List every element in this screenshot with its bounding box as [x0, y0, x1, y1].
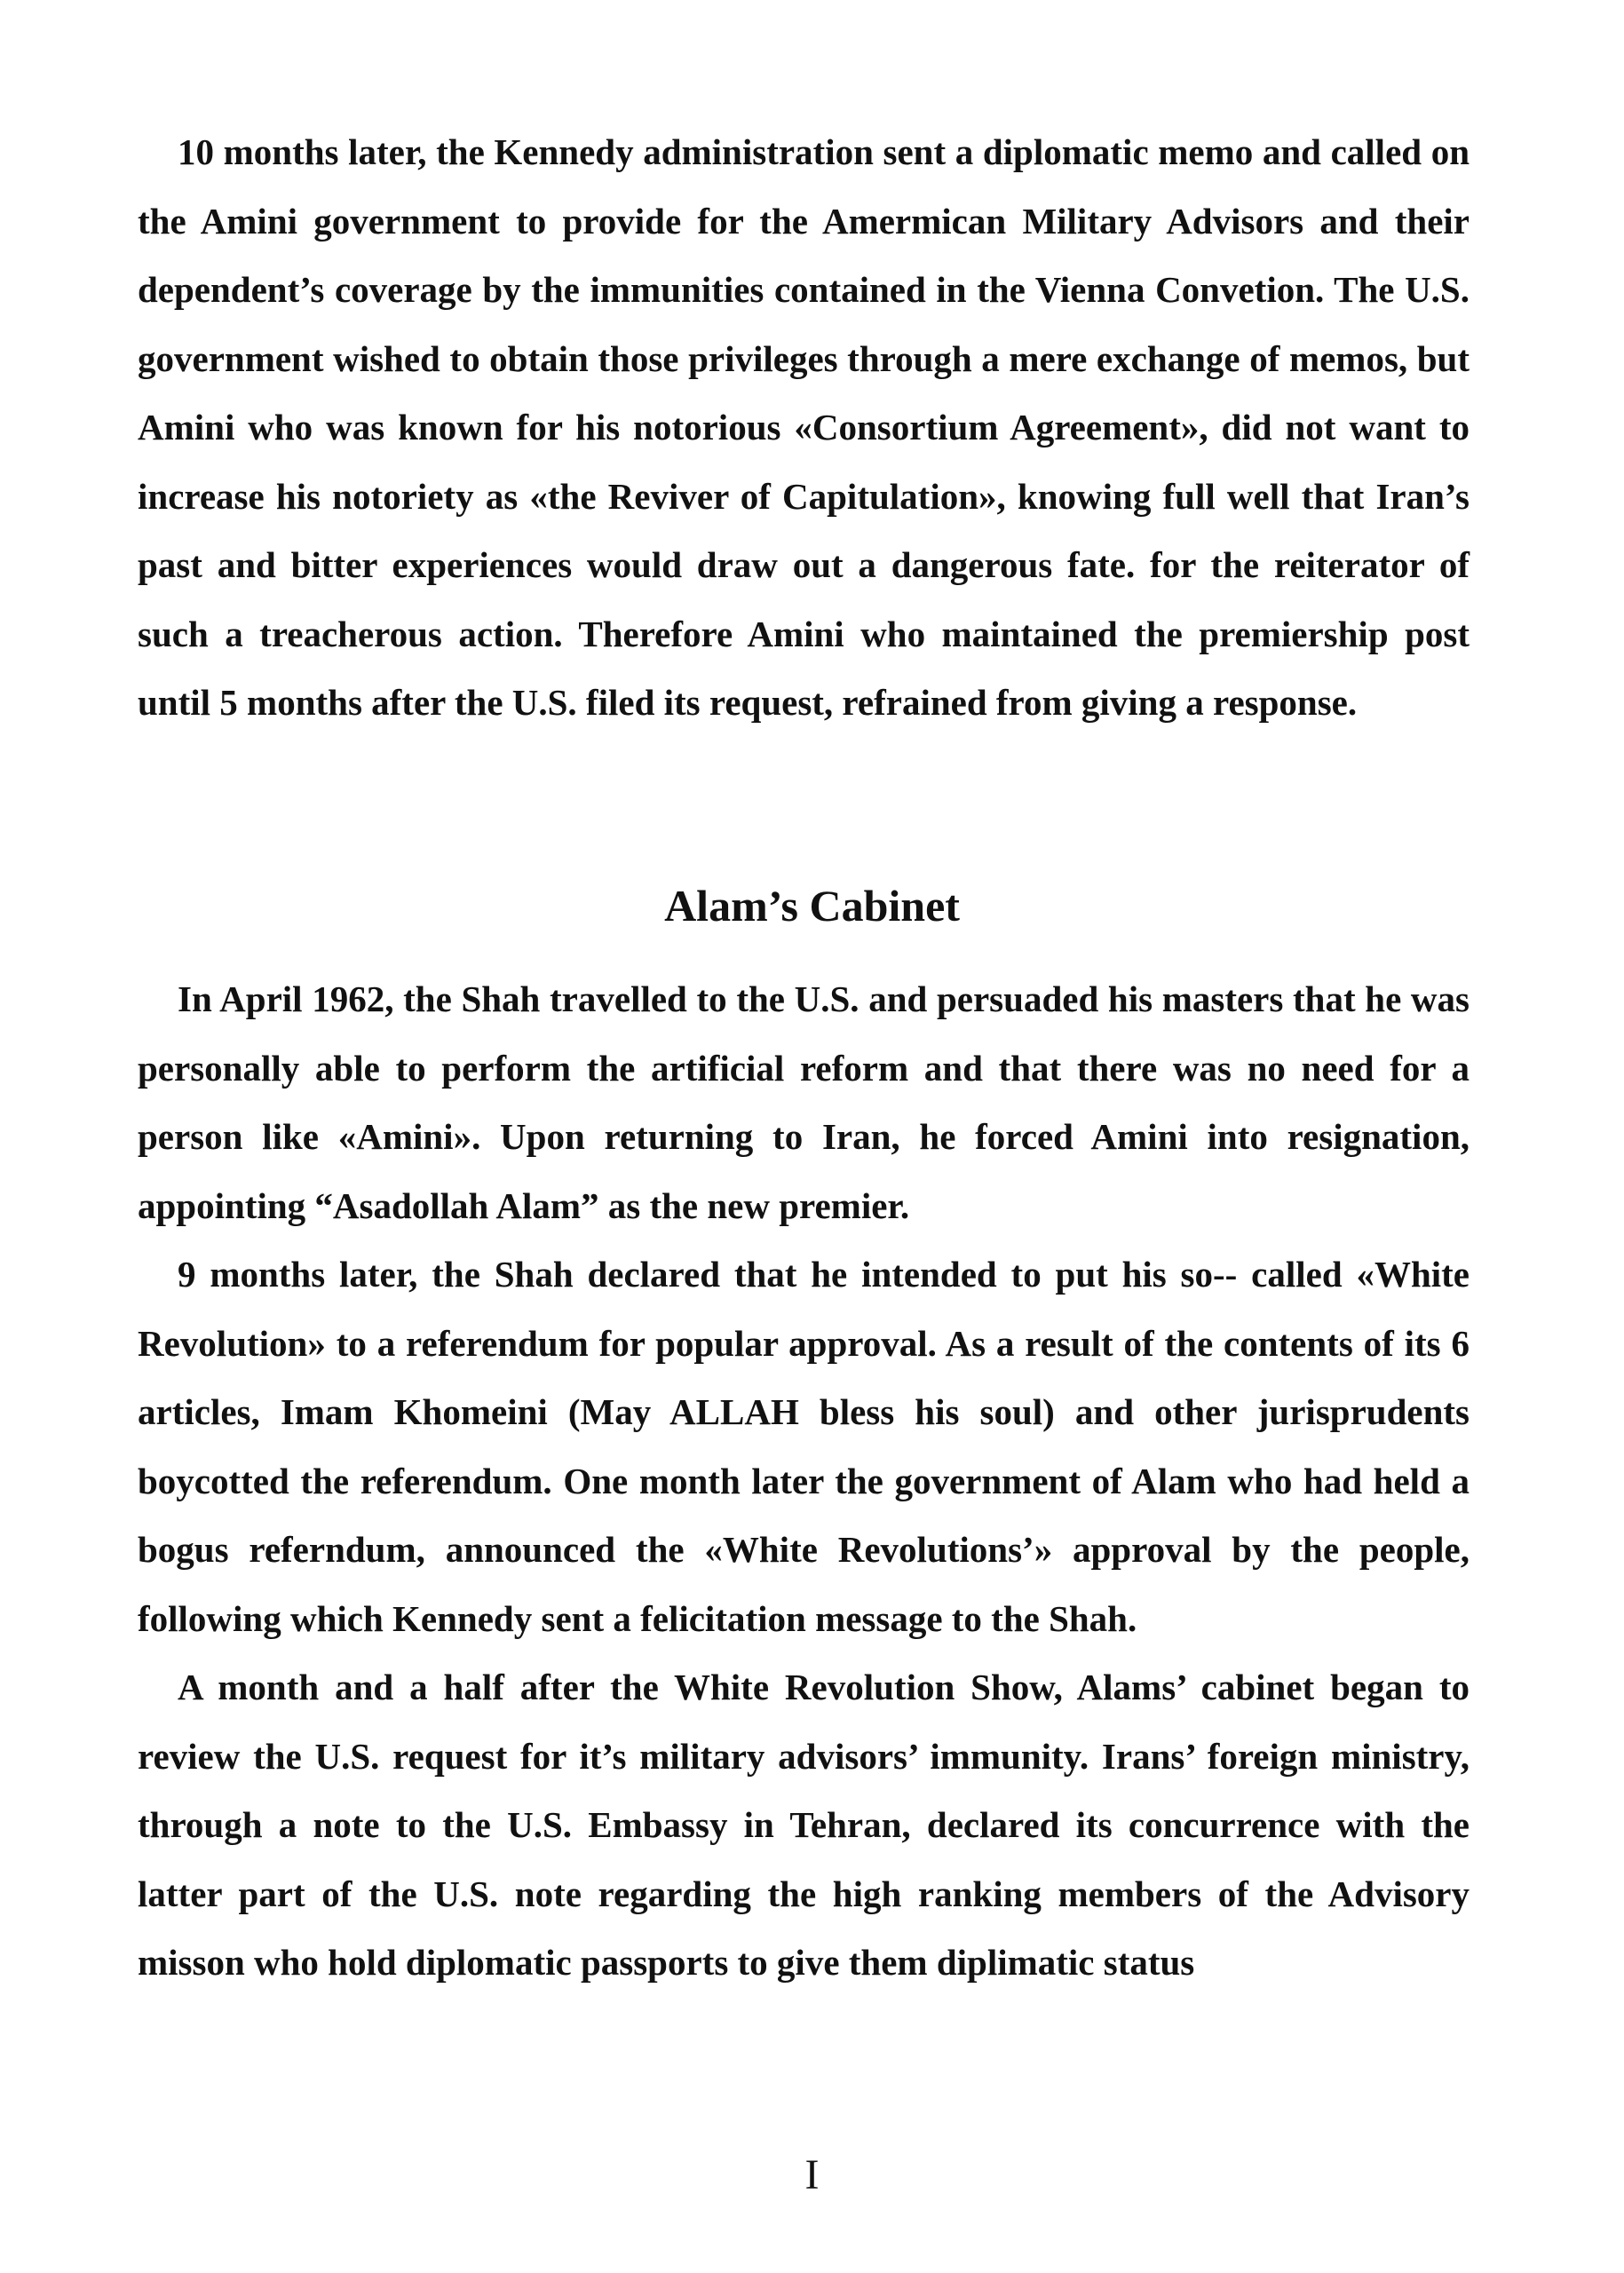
paragraph: A month and a half after the White Revolution Show, Alams’ cabinet began to review the U.S. request for it’s military advisors’ immunity. Irans’ foreign ministry, through a note to the U.S. Embassy in Tehran, declared its concurrence with the latter part of the U.S. note regarding the high ranking members of the Advisory misson who hold diplomatic passports to give them diplimatic status	[138, 1667, 1470, 1983]
paragraph: 10 months later, the Kennedy administration sent a diplomatic memo and called on the Amini government to provide for the Amermican Military Advisors and their dependent’s coverage by the immunities contained in the Vienna Convetion. The U.S. government wished to obtain those privileges through a mere exchange of memos, but Amini who was known for his notorious «Consortium Agreement», did not want to increase his notoriety as «the Reviver of Capitulation», knowing full well that Iran’s past and bitter experiences would draw out a dangerous fate. for the reiterator of such a treacherous action. Therefore Amini who maintained the premiership post until 5 months after the U.S. filed its request, refrained from giving a response.	[138, 131, 1470, 723]
text-section-top	[138, 118, 1470, 738]
paragraph: In April 1962, the Shah travelled to the U.S. and persuaded his masters that he was personally able to perform the artificial reform and that there was no need for a person like «Amini». Upon returning to Iran, he forced Amini into resignation, appointing “Asadollah Alam” as the new premier.	[138, 978, 1470, 1226]
text-section-bottom	[138, 965, 1470, 1998]
paragraph: 9 months later, the Shah declared that he intended to put his so-- called «White Revolution» to a referendum for popular approval. As a result of the contents of its 6 articles, Imam Khomeini (May ALLAH bless his soul) and other jurisprudents boycotted the referendum. One month later the government of Alam who had held a bogus referndum, announced the «White Revolutions’» approval by the people, following which Kennedy sent a felicitation message to the Shah.	[138, 1254, 1470, 1639]
section-heading: Alam’s Cabinet	[664, 881, 960, 931]
page-number: I	[804, 2151, 820, 2198]
